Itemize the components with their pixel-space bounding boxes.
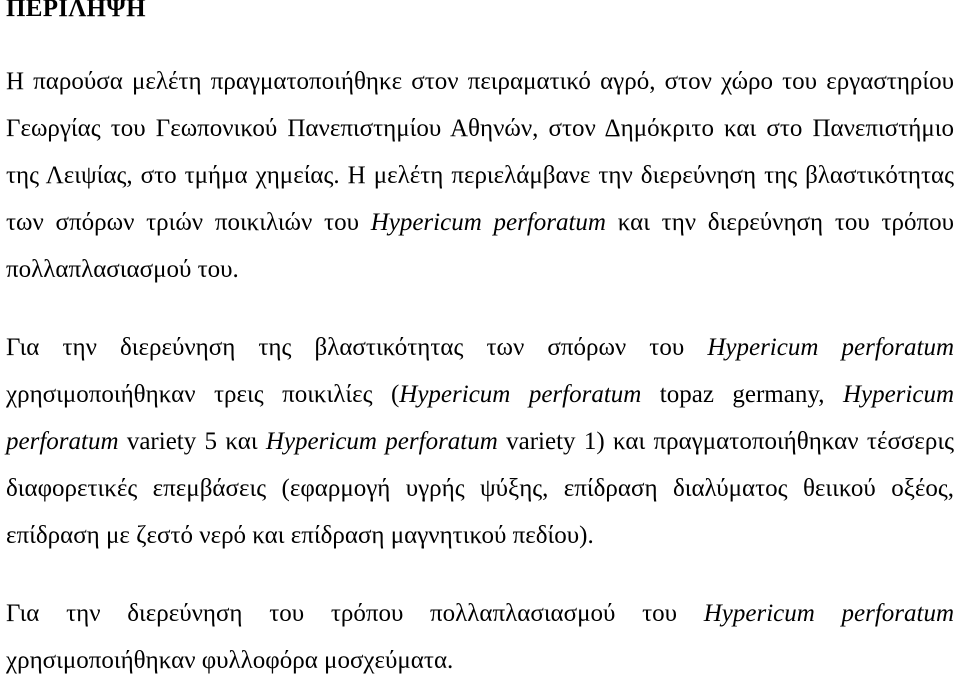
paragraph-text: variety 5 και: [118, 428, 266, 455]
paragraph-text: variety 1) και πραγματοποιήθηκαν τέσσερις διαφορετικές επεμβάσεις (εφαρμογή υγρής ψύξης, επίδραση διαλύματος θειικού οξέος, επίδραση με ζεστό νερό και επίδραση μαγνητικού πεδίου).: [6, 428, 954, 549]
paragraph-text: Για την διερεύνηση του τρόπου πολλαπλασιασμού του: [6, 600, 704, 627]
abstract-paragraph-3: [6, 590, 954, 684]
paragraph-text: Για την διερεύνηση της βλαστικότητας των σπόρων του: [6, 334, 708, 361]
abstract-paragraph-1: [6, 58, 954, 293]
abstract-paragraph-2: [6, 324, 954, 559]
paragraph-text: χρησιμοποιήθηκαν τρεις ποικιλίες (: [6, 381, 400, 408]
paragraph-text: topaz germany,: [641, 381, 843, 408]
document-page: [6, 0, 954, 684]
paragraph-text: Η παρούσα μελέτη πραγματοποιήθηκε στον πειραματικό αγρό, στον χώρο του εργαστηρίου Γεωργίας του Γεωπονικού Πανεπιστημίου Αθηνών, στον Δημόκριτο και στο Πανεπιστήμιο της Λειψίας, στο τμήμα χημείας. Η μελέτη περιελάμβανε την διερεύνηση της βλαστικότητας των σπόρων τριών ποικιλιών του: [6, 68, 954, 236]
section-heading: ΠΕΡΙΛΗΨΗ: [6, 0, 146, 22]
species-name: Hypericum perforatum: [6, 381, 955, 455]
species-name: Hypericum perforatum: [265, 428, 498, 455]
species-name: Hypericum perforatum: [370, 209, 606, 236]
species-name: Hypericum perforatum: [399, 381, 642, 408]
paragraph-text: χρησιμοποιήθηκαν φυλλοφόρα μοσχεύματα.: [6, 647, 454, 674]
paragraph-text: και την διερεύνηση του τρόπου πολλαπλασιασμού του.: [6, 209, 954, 283]
species-name: Hypericum perforatum: [703, 600, 955, 627]
species-name: Hypericum perforatum: [707, 334, 954, 361]
